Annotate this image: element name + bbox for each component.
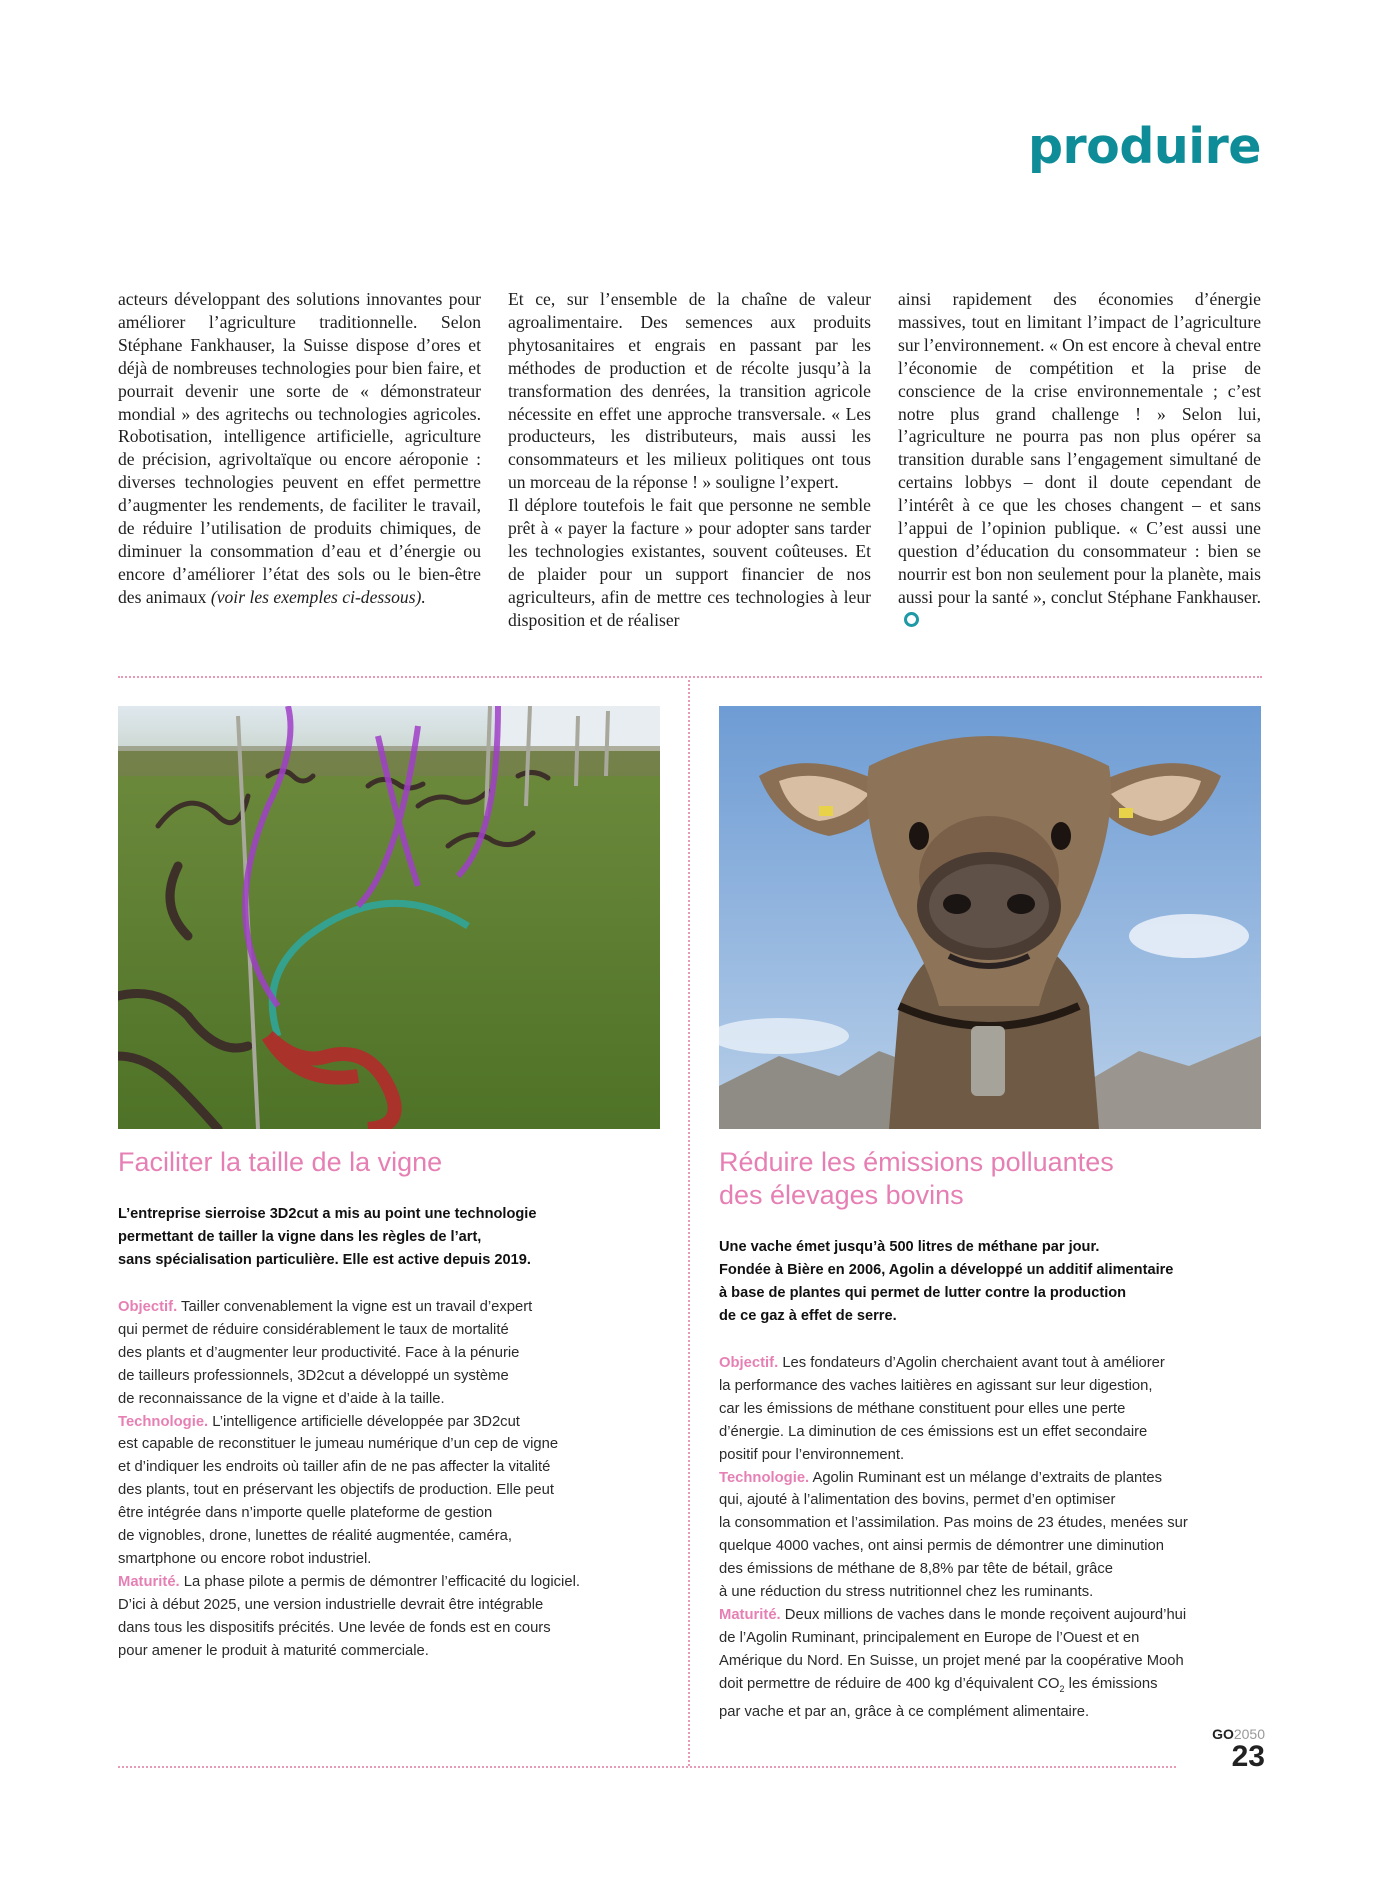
body-line: Amérique du Nord. En Suisse, un projet mené par la coopérative Mooh	[719, 1652, 1184, 1669]
vineyard-photo	[118, 706, 660, 1129]
intro-line: Fondée à Bière en 2006, Agolin a développé un additif alimentaire	[719, 1262, 1174, 1278]
body-line: qui permet de réduire considérablement le taux de mortalité	[118, 1321, 509, 1338]
body-line: de reconnaissance de la vigne et d’aide à la taille.	[118, 1390, 445, 1407]
article-cross-reference: (voir les exemples ci-dessous).	[210, 586, 426, 607]
box-body	[719, 1352, 1264, 1723]
body-line: L’intelligence artificielle développée par 3D2cut	[212, 1413, 520, 1430]
intro-line: à base de plantes qui permet de lutter contre la production	[719, 1285, 1127, 1301]
cow-photo	[719, 706, 1261, 1129]
body-line: Tailler convenablement la vigne est un travail d’expert	[181, 1299, 533, 1315]
box-body	[118, 1296, 663, 1663]
body-line: d’énergie. La diminution de ces émissions est un effet secondaire	[719, 1423, 1148, 1440]
page-folio	[1212, 1726, 1265, 1772]
intro-line: Une vache émet jusqu’à 500 litres de méthane par jour.	[719, 1239, 1100, 1255]
body-line: des émissions de méthane de 8,8% par tête de bétail, grâce	[719, 1561, 1114, 1578]
body-line: et d’indiquer les endroits où tailler afin de ne pas affecter la vitalité	[118, 1459, 551, 1476]
intro-line: sans spécialisation particulière. Elle est active depuis 2019.	[118, 1252, 531, 1268]
box-intro	[118, 1203, 663, 1272]
body-line: D’ici à début 2025, une version industrielle devrait être intégrable	[118, 1596, 544, 1613]
body-line: car les émissions de méthane constituent pour elles une perte	[719, 1400, 1126, 1417]
dotted-divider-bottom	[118, 1766, 1176, 1768]
article-paragraph: Il déplore toutefois le fait que personne ne semble prêt à « payer la facture » pour adopter sans tarder les technologies existantes, souvent coûteuses. Et de plaider pour un support financier de nos agriculteurs, afin de mettre ces technologies à leur disposition et de réaliser	[508, 495, 871, 630]
body-line: pour amener le produit à maturité commerciale.	[118, 1642, 429, 1659]
body-line: de l’Agolin Ruminant, principalement en Europe de l’Ouest et en	[719, 1629, 1140, 1646]
body-line: Deux millions de vaches dans le monde reçoivent aujourd’hui	[784, 1606, 1187, 1623]
page-number: 23	[1231, 1740, 1265, 1773]
body-line: qui, ajouté à l’alimentation des bovins, permet d’en optimiser	[719, 1492, 1116, 1509]
feature-box-cattle-emissions	[719, 1146, 1264, 1723]
box-intro	[719, 1236, 1264, 1328]
brand-go: GO	[1212, 1726, 1234, 1742]
body-line: Les fondateurs d’Agolin cherchaient avant tout à améliorer	[782, 1355, 1165, 1371]
body-line: de vignobles, drone, lunettes de réalité augmentée, caméra,	[118, 1528, 513, 1545]
section-title: produire	[1027, 118, 1261, 175]
body-line: Agolin Ruminant est un mélange d’extraits de plantes	[812, 1469, 1163, 1486]
body-line: positif pour l’environnement.	[719, 1446, 905, 1463]
label-objectif: Objectif.	[118, 1299, 178, 1315]
label-objectif: Objectif.	[719, 1355, 779, 1371]
body-line: par vache et par an, grâce à ce complément alimentaire.	[719, 1703, 1090, 1720]
body-line: des plants, tout en préservant les objectifs de production. Elle peut	[118, 1482, 554, 1499]
dotted-divider-top	[118, 676, 1262, 678]
label-technologie: Technologie.	[118, 1413, 209, 1430]
body-line: La phase pilote a permis de démontrer l’efficacité du logiciel.	[183, 1573, 580, 1590]
body-line: smartphone ou encore robot industriel.	[118, 1550, 372, 1567]
body-line: de tailleurs professionnels, 3D2cut a développé un système	[118, 1367, 509, 1384]
article-text: acteurs développant des solutions innovantes pour améliorer l’agriculture traditionnelle. Selon Stéphane Fankhauser, la Suisse dispose d’ores et déjà de nombreuses technologies pour bien faire, et pourrait devenir une sorte de « démonstrateur mondial » des agritechs ou technologies agricoles. Robotisation, intelligence artificielle, agriculture de précision, agrivoltaïque ou encore aéroponie : diverses technologies peuvent en effet permettre d’augmenter les rendements, de faciliter le travail, de réduire l’utilisation de produits chimiques, de diminuer la consommation d’eau et d’énergie ou encore d’améliorer l’état des sols ou le bien-être des animaux	[118, 289, 481, 607]
body-line: la consommation et l’assimilation. Pas moins de 23 études, menées sur	[719, 1515, 1188, 1532]
article-column-2	[508, 288, 871, 632]
body-line-co2: doit permettre de réduire de 400 kg d’équivalent $CO_2$ les émissions	[719, 1675, 1158, 1694]
body-line: des plants et d’augmenter leur productivité. Face à la pénurie	[118, 1344, 520, 1361]
article-column-1	[118, 288, 481, 609]
intro-line: permettant de tailler la vigne dans les règles de l’art,	[118, 1229, 482, 1245]
article-column-3	[898, 288, 1261, 632]
box-title	[719, 1146, 1264, 1212]
label-maturite: Maturité.	[719, 1606, 781, 1623]
body-line: être intégrée dans n’importe quelle plateforme de gestion	[118, 1505, 493, 1522]
body-line: quelque 4000 vaches, ont ainsi permis de démontrer une diminution	[719, 1538, 1165, 1555]
body-line: dans tous les dispositifs précités. Une levée de fonds est en cours	[118, 1619, 551, 1636]
circle-end-mark-icon	[904, 612, 919, 627]
body-line: est capable de reconstituer le jumeau numérique d’un cep de vigne	[118, 1436, 559, 1453]
box-title: Faciliter la taille de la vigne	[118, 1147, 443, 1177]
body-line: la performance des vaches laitières en agissant sur leur digestion,	[719, 1377, 1153, 1394]
box-title-line: Réduire les émissions polluantes	[719, 1147, 1114, 1177]
body-line: à une réduction du stress nutritionnel chez les ruminants.	[719, 1584, 1094, 1601]
brand-year: 2050	[1233, 1726, 1265, 1742]
article-paragraph: Et ce, sur l’ensemble de la chaîne de valeur agroalimentaire. Des semences aux produits phytosanitaires et engrais en passant par les méthodes de production et de récolte jusqu’à la transformation des denrées, la transition agricole nécessite en effet une approche transversale. « Les producteurs, les distributeurs, mais aussi les consommateurs et les milieux politiques ont tous un morceau de la réponse ! » souligne l’expert.	[508, 289, 871, 493]
dotted-divider-vertical	[688, 680, 690, 1766]
article-text: ainsi rapidement des économies d’énergie massives, tout en limitant l’impact de l’agriculture sur l’environnement. « On est encore à cheval entre l’économie de compétition et la prise de conscience de la crise environnementale ; c’est notre plus grand challenge ! » Selon lui, l’agriculture ne pourra pas non plus opérer sa transition durable sans l’engagement simultané de certains lobbys – dont il doute cependant de l’intérêt à ce que les choses changent – et sans l’appui de l’opinion publique. « C’est aussi une question d’éducation du consommateur : bien se nourrir est bon non seulement pour la planète, mais aussi pour la santé », conclut Stéphane Fankhauser.	[898, 289, 1261, 607]
label-maturite: Maturité.	[118, 1573, 180, 1590]
label-technologie: Technologie.	[719, 1469, 810, 1486]
box-title-line: des élevages bovins	[719, 1180, 964, 1210]
intro-line: L’entreprise sierroise 3D2cut a mis au point une technologie	[118, 1206, 537, 1222]
intro-line: de ce gaz à effet de serre.	[719, 1308, 897, 1324]
feature-box-vine-pruning	[118, 1146, 663, 1663]
